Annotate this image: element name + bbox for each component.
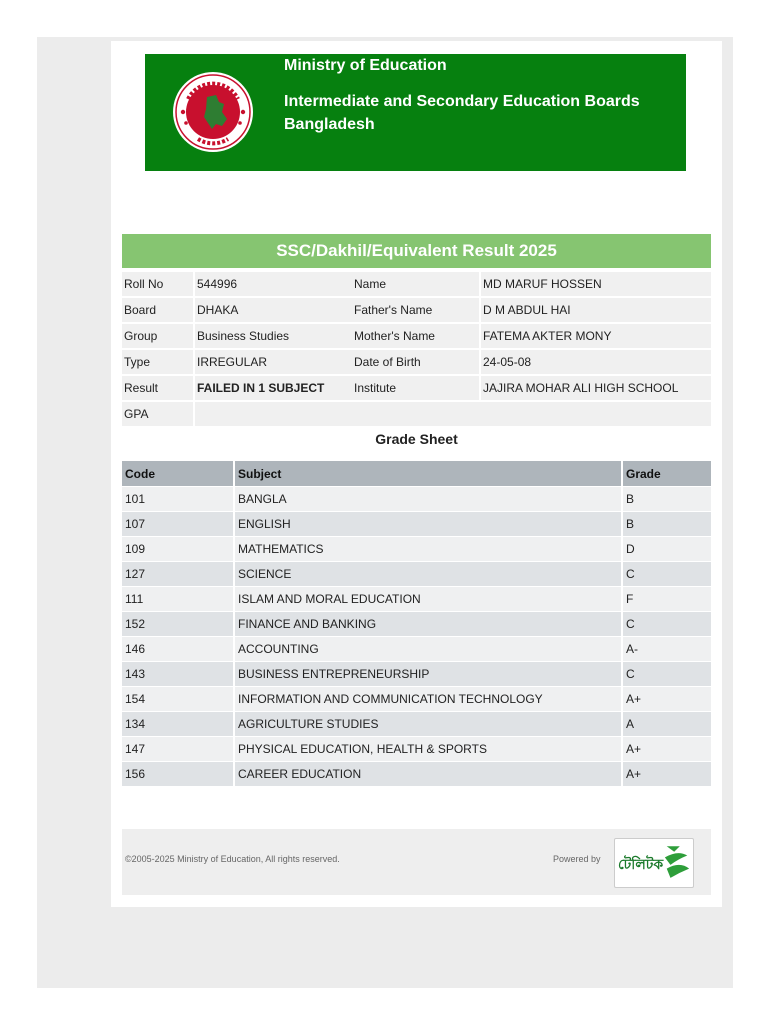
info-label: Institute <box>352 376 479 400</box>
subject-code: 156 <box>122 762 233 786</box>
subject-grade: B <box>623 512 711 536</box>
powered-by-text: Powered by <box>553 854 601 864</box>
subject-grade: A+ <box>623 762 711 786</box>
info-row <box>122 298 711 322</box>
subject-name: AGRICULTURE STUDIES <box>235 712 621 736</box>
subject-code: 127 <box>122 562 233 586</box>
info-value: MD MARUF HOSSEN <box>481 272 711 296</box>
grade-row <box>122 587 711 611</box>
code-header: Code <box>122 461 233 486</box>
grade-row <box>122 612 711 636</box>
grade-header: Grade <box>623 461 711 486</box>
info-row <box>122 350 711 374</box>
info-row <box>122 324 711 348</box>
subject-code: 107 <box>122 512 233 536</box>
subject-grade: F <box>623 587 711 611</box>
info-label: Roll No <box>122 272 193 296</box>
boards-title: Intermediate and Secondary Education Boards <box>284 93 640 110</box>
info-row <box>122 402 711 426</box>
subject-name: ACCOUNTING <box>235 637 621 661</box>
subject-grade: D <box>623 537 711 561</box>
grade-row <box>122 712 711 736</box>
info-label: Mother's Name <box>352 324 479 348</box>
info-value: JAJIRA MOHAR ALI HIGH SCHOOL <box>481 376 711 400</box>
teletalk-logo-icon <box>663 842 691 884</box>
subject-code: 134 <box>122 712 233 736</box>
grade-row <box>122 637 711 661</box>
info-label: GPA <box>122 402 193 426</box>
info-label: Name <box>352 272 479 296</box>
subject-name: BUSINESS ENTREPRENEURSHIP <box>235 662 621 686</box>
subject-grade: B <box>623 487 711 511</box>
grade-sheet-table <box>122 460 711 787</box>
subject-code: 146 <box>122 637 233 661</box>
info-value: D M ABDUL HAI <box>481 298 711 322</box>
gpa-value <box>195 402 711 426</box>
subject-name: BANGLA <box>235 487 621 511</box>
government-seal-icon <box>172 71 254 153</box>
subject-code: 152 <box>122 612 233 636</box>
student-info-table <box>122 270 711 428</box>
info-value: DHAKA <box>195 298 352 322</box>
result-title: SSC/Dakhil/Equivalent Result 2025 <box>122 234 711 268</box>
subject-code: 154 <box>122 687 233 711</box>
info-label: Date of Birth <box>352 350 479 374</box>
subject-name: FINANCE AND BANKING <box>235 612 621 636</box>
subject-grade: C <box>623 612 711 636</box>
info-value: 24-05-08 <box>481 350 711 374</box>
copyright-text: ©2005-2025 Ministry of Education, All rights reserved. <box>125 854 340 864</box>
country-title: Bangladesh <box>284 116 375 133</box>
subject-name: PHYSICAL EDUCATION, HEALTH & SPORTS <box>235 737 621 761</box>
info-label: Type <box>122 350 193 374</box>
subject-grade: A- <box>623 637 711 661</box>
info-label: Result <box>122 376 193 400</box>
subject-code: 111 <box>122 587 233 611</box>
result-status: FAILED IN 1 SUBJECT <box>195 376 352 400</box>
grade-row <box>122 537 711 561</box>
info-label: Father's Name <box>352 298 479 322</box>
header-banner <box>145 54 686 171</box>
grade-row <box>122 737 711 761</box>
grade-row <box>122 662 711 686</box>
subject-name: INFORMATION AND COMMUNICATION TECHNOLOGY <box>235 687 621 711</box>
subject-name: ENGLISH <box>235 512 621 536</box>
grade-sheet-title: Grade Sheet <box>375 431 458 447</box>
subject-name: CAREER EDUCATION <box>235 762 621 786</box>
teletalk-logo-text: টেলিটক <box>618 857 664 873</box>
grade-row <box>122 687 711 711</box>
subject-name: MATHEMATICS <box>235 537 621 561</box>
subject-grade: A+ <box>623 687 711 711</box>
info-value: Business Studies <box>195 324 352 348</box>
subject-name: ISLAM AND MORAL EDUCATION <box>235 587 621 611</box>
grade-row <box>122 487 711 511</box>
info-row <box>122 376 711 400</box>
subject-code: 143 <box>122 662 233 686</box>
info-label: Group <box>122 324 193 348</box>
subject-header: Subject <box>235 461 621 486</box>
footer <box>122 829 711 895</box>
grade-row <box>122 512 711 536</box>
subject-grade: C <box>623 662 711 686</box>
info-label: Board <box>122 298 193 322</box>
info-value: 544996 <box>195 272 352 296</box>
subject-code: 101 <box>122 487 233 511</box>
info-value: FATEMA AKTER MONY <box>481 324 711 348</box>
grade-row <box>122 562 711 586</box>
teletalk-logo[interactable] <box>614 838 694 888</box>
info-value: IRREGULAR <box>195 350 352 374</box>
ministry-title: Ministry of Education <box>284 57 447 74</box>
grade-row <box>122 762 711 786</box>
subject-name: SCIENCE <box>235 562 621 586</box>
grade-header-row <box>122 461 711 486</box>
subject-code: 147 <box>122 737 233 761</box>
subject-grade: A+ <box>623 737 711 761</box>
subject-grade: C <box>623 562 711 586</box>
subject-grade: A <box>623 712 711 736</box>
subject-code: 109 <box>122 537 233 561</box>
info-row <box>122 272 711 296</box>
